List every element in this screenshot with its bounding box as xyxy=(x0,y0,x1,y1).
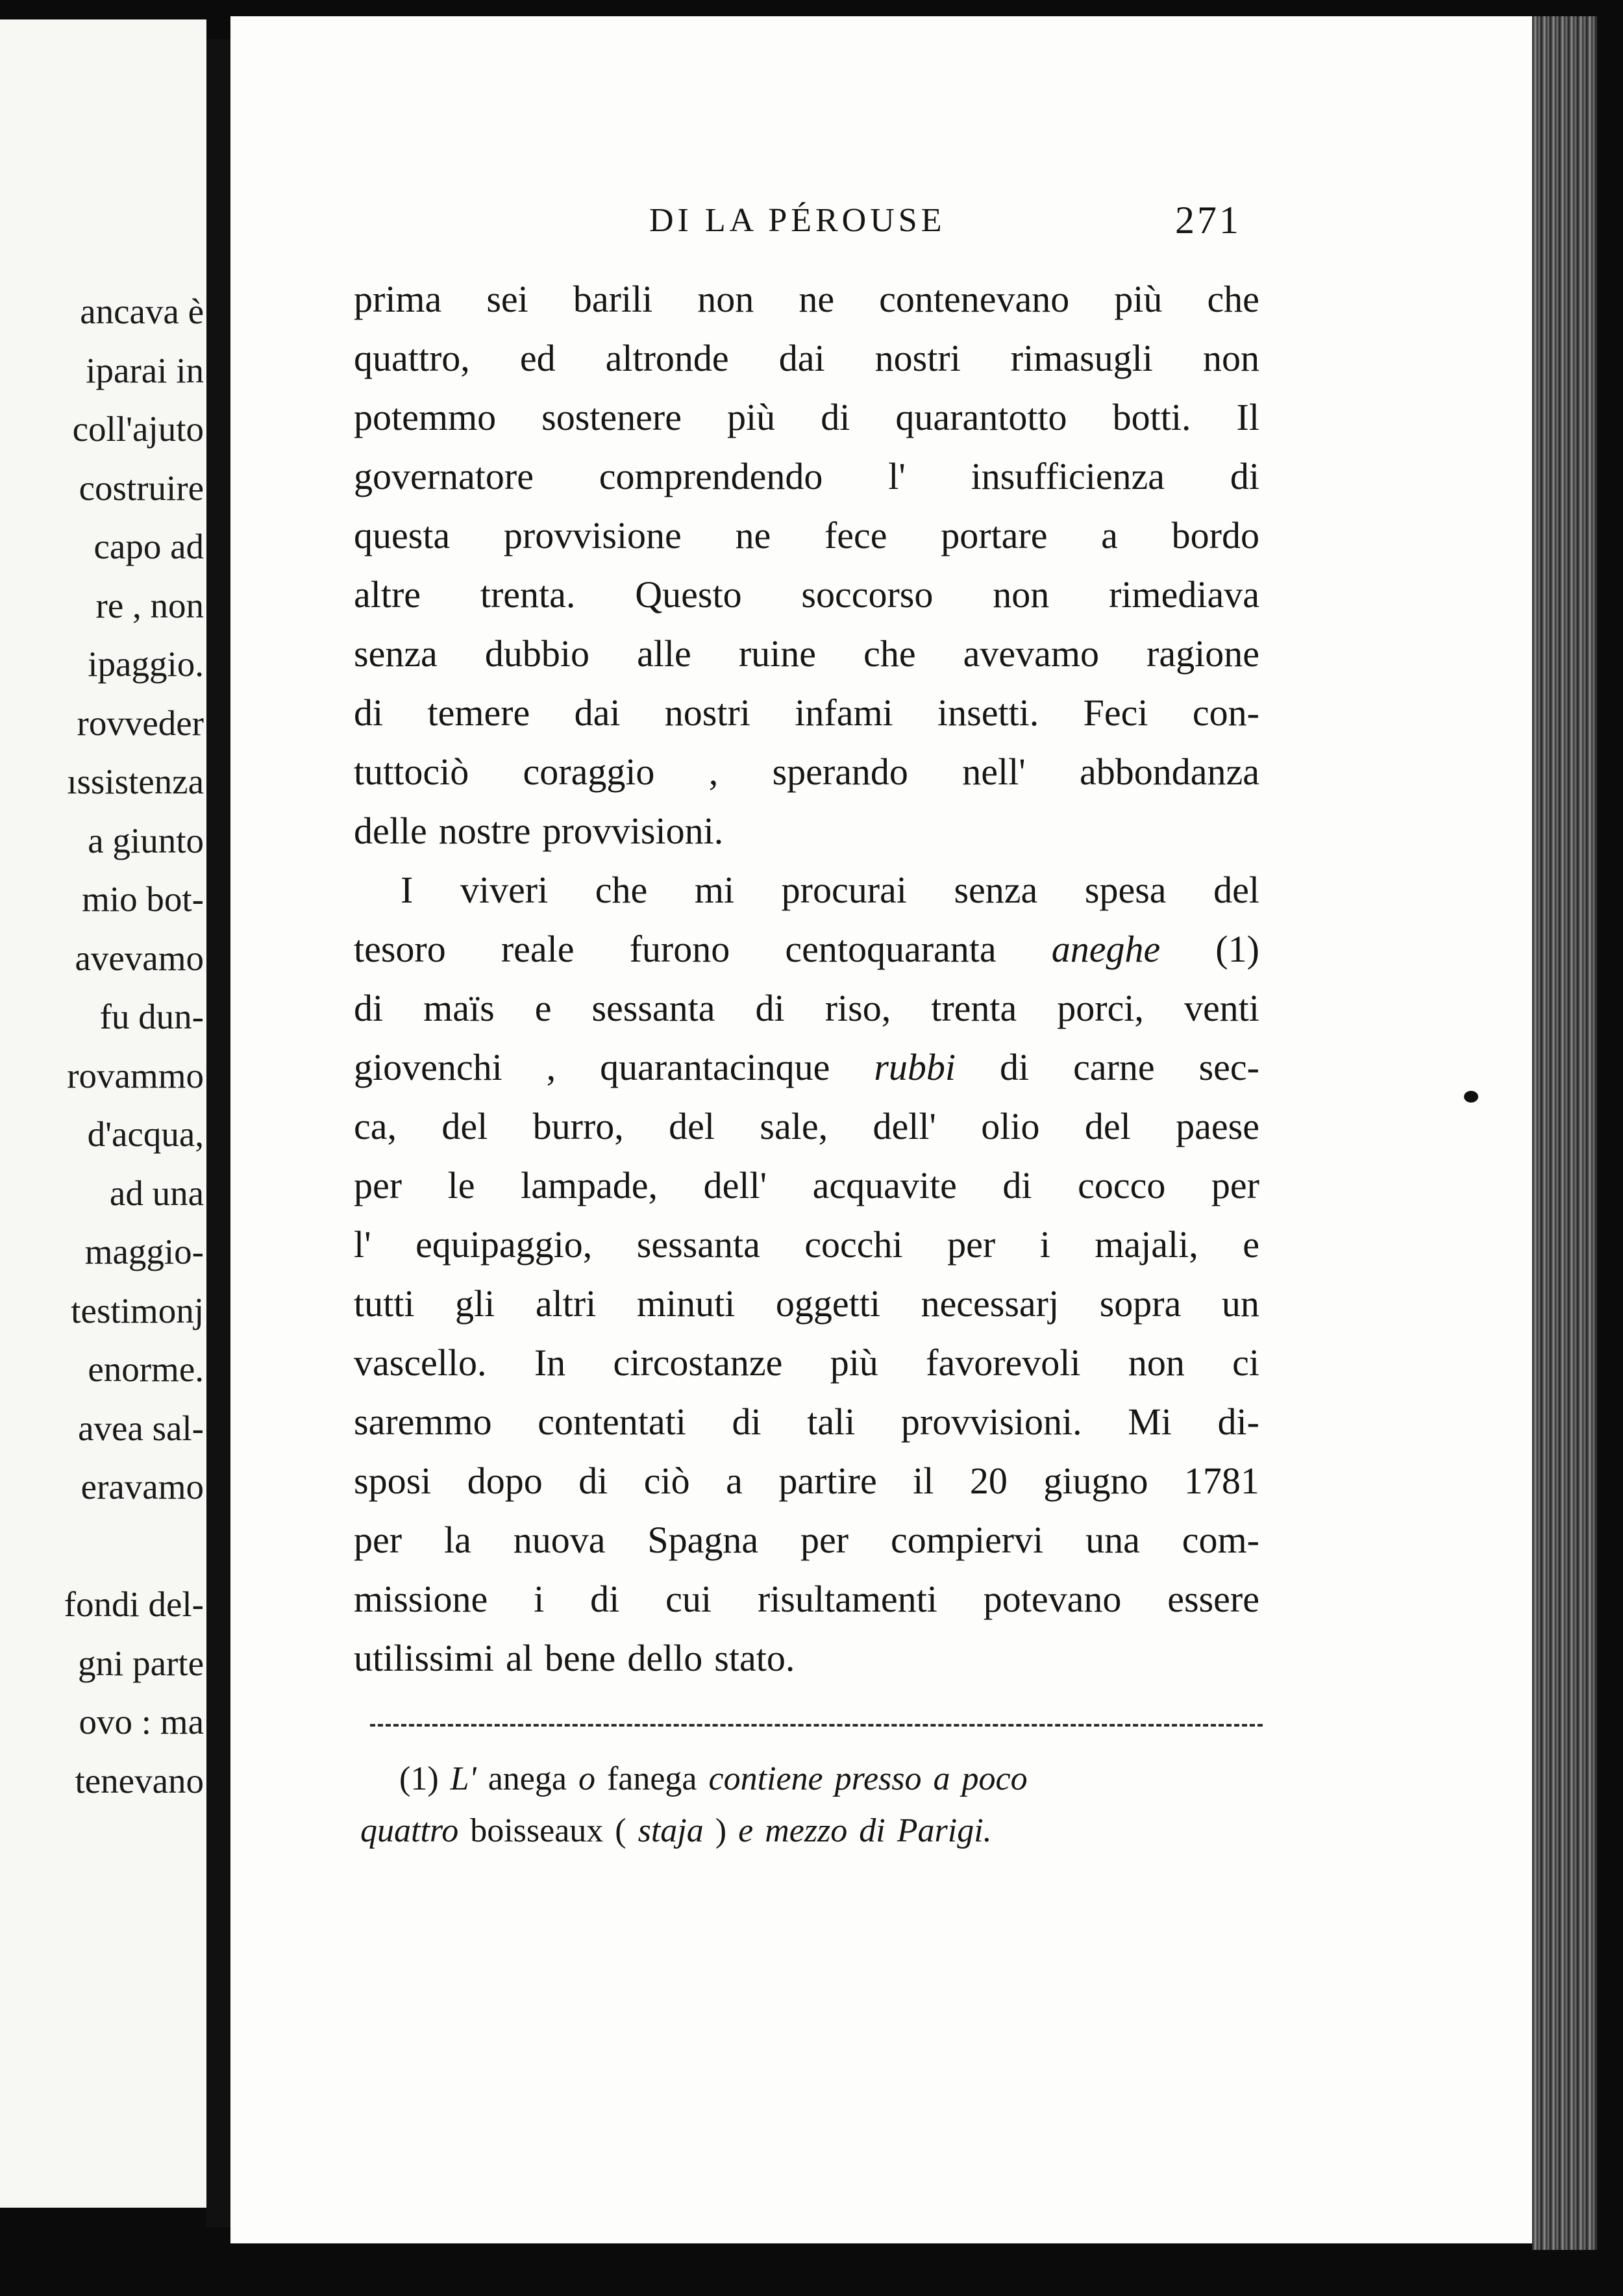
text-line: questa provvisione ne fece portare a bordo xyxy=(354,514,1259,556)
previous-page-line: d'acqua, xyxy=(87,1114,204,1154)
previous-page-line: testimonj xyxy=(71,1290,204,1330)
body-text xyxy=(354,269,1259,1688)
text-line: di temere dai nostri infami insetti. Feci con- xyxy=(354,692,1259,734)
previous-page-line: gni parte xyxy=(78,1643,204,1683)
previous-page-line: ad una xyxy=(109,1173,204,1213)
previous-page-line: eravamo xyxy=(81,1467,204,1506)
running-head: DI LA PÉROUSE xyxy=(649,202,946,239)
previous-page-line: a giunto xyxy=(88,820,204,860)
text-line: per la nuova Spagna per compiervi una com- xyxy=(354,1519,1259,1561)
previous-page-line: avea sal- xyxy=(78,1408,204,1448)
text-line: l' equipaggio, sessanta cocchi per i majali, e xyxy=(354,1223,1259,1266)
text-line: quattro, ed altronde dai nostri rimasugli non xyxy=(354,337,1259,379)
text-line: tesoro reale furono centoquaranta aneghe (1) xyxy=(354,928,1259,970)
previous-page-line: fondi del- xyxy=(64,1584,204,1624)
text-line: altre trenta. Questo soccorso non rimediava xyxy=(354,573,1259,616)
text-line: per le lampade, dell' acquavite di cocco per xyxy=(354,1164,1259,1206)
previous-page-line: tenevano xyxy=(75,1760,204,1801)
previous-page-line: costruire xyxy=(79,468,204,508)
text-line: ca, del burro, del sale, dell' olio del paese xyxy=(354,1105,1259,1147)
previous-page-line: re , non xyxy=(95,585,204,625)
footnote-rule xyxy=(370,1724,1263,1727)
previous-page-line: iparai in xyxy=(86,350,204,390)
text-line: senza dubbio alle ruine che avevamo ragione xyxy=(354,632,1259,675)
text-line: utilissimi al bene dello stato. xyxy=(354,1637,795,1679)
previous-page-line: avevamo xyxy=(75,938,204,978)
previous-page-line: maggio- xyxy=(84,1232,204,1271)
text-line: missione i di cui risultamenti potevano essere xyxy=(354,1578,1259,1620)
previous-page-line: rovammo xyxy=(67,1055,204,1095)
previous-page-line: ıssistenza xyxy=(67,762,204,801)
footnote-line: quattro boisseaux ( staja ) e mezzo di Parigi. xyxy=(360,1812,992,1849)
text-line: prima sei barili non ne contenevano più che xyxy=(354,278,1259,320)
text-line: I viveri che mi procurai senza spesa del xyxy=(401,869,1259,911)
text-line: governatore comprendendo l' insufficienza di xyxy=(354,455,1259,497)
text-line: vascello. In circostanze più favorevoli non ci xyxy=(354,1341,1259,1384)
page-edge xyxy=(1532,16,1597,2250)
previous-page-line: coll'ajuto xyxy=(72,409,204,449)
previous-page-line: ancava è xyxy=(80,292,204,331)
footnote-line: (1) L' anega o fanega contiene presso a poco xyxy=(399,1760,1028,1797)
previous-page-line: mio bot- xyxy=(82,879,204,919)
previous-page-line: rovveder xyxy=(77,703,204,743)
text-line: tuttociò coraggio , sperando nell' abbondanza xyxy=(354,751,1259,793)
text-line: giovenchi , quarantacinque rubbi di carne sec- xyxy=(354,1046,1259,1088)
ink-speck xyxy=(1464,1091,1478,1103)
text-line: sposi dopo di ciò a partire il 20 giugno 1781 xyxy=(354,1460,1259,1502)
text-line: di maïs e sessanta di riso, trenta porci, venti xyxy=(354,987,1259,1029)
previous-page-line: fu dun- xyxy=(99,997,204,1036)
text-line: potemmo sostenere più di quarantotto botti. Il xyxy=(354,396,1259,438)
previous-page-line: ipaggio. xyxy=(88,644,204,684)
text-line: saremmo contentati di tali provvisioni. Mi di- xyxy=(354,1401,1259,1443)
text-line: delle nostre provvisioni. xyxy=(354,810,724,852)
previous-page xyxy=(0,19,206,2208)
text-line: tutti gli altri minuti oggetti necessarj sopra un xyxy=(354,1282,1259,1325)
book-gutter xyxy=(206,39,232,2227)
page-number: 271 xyxy=(1175,199,1241,242)
previous-page-line: capo ad xyxy=(93,527,204,566)
footnote xyxy=(360,1753,1263,1857)
previous-page-line: ovo : ma xyxy=(79,1702,204,1741)
previous-page-line: enorme. xyxy=(88,1349,204,1389)
